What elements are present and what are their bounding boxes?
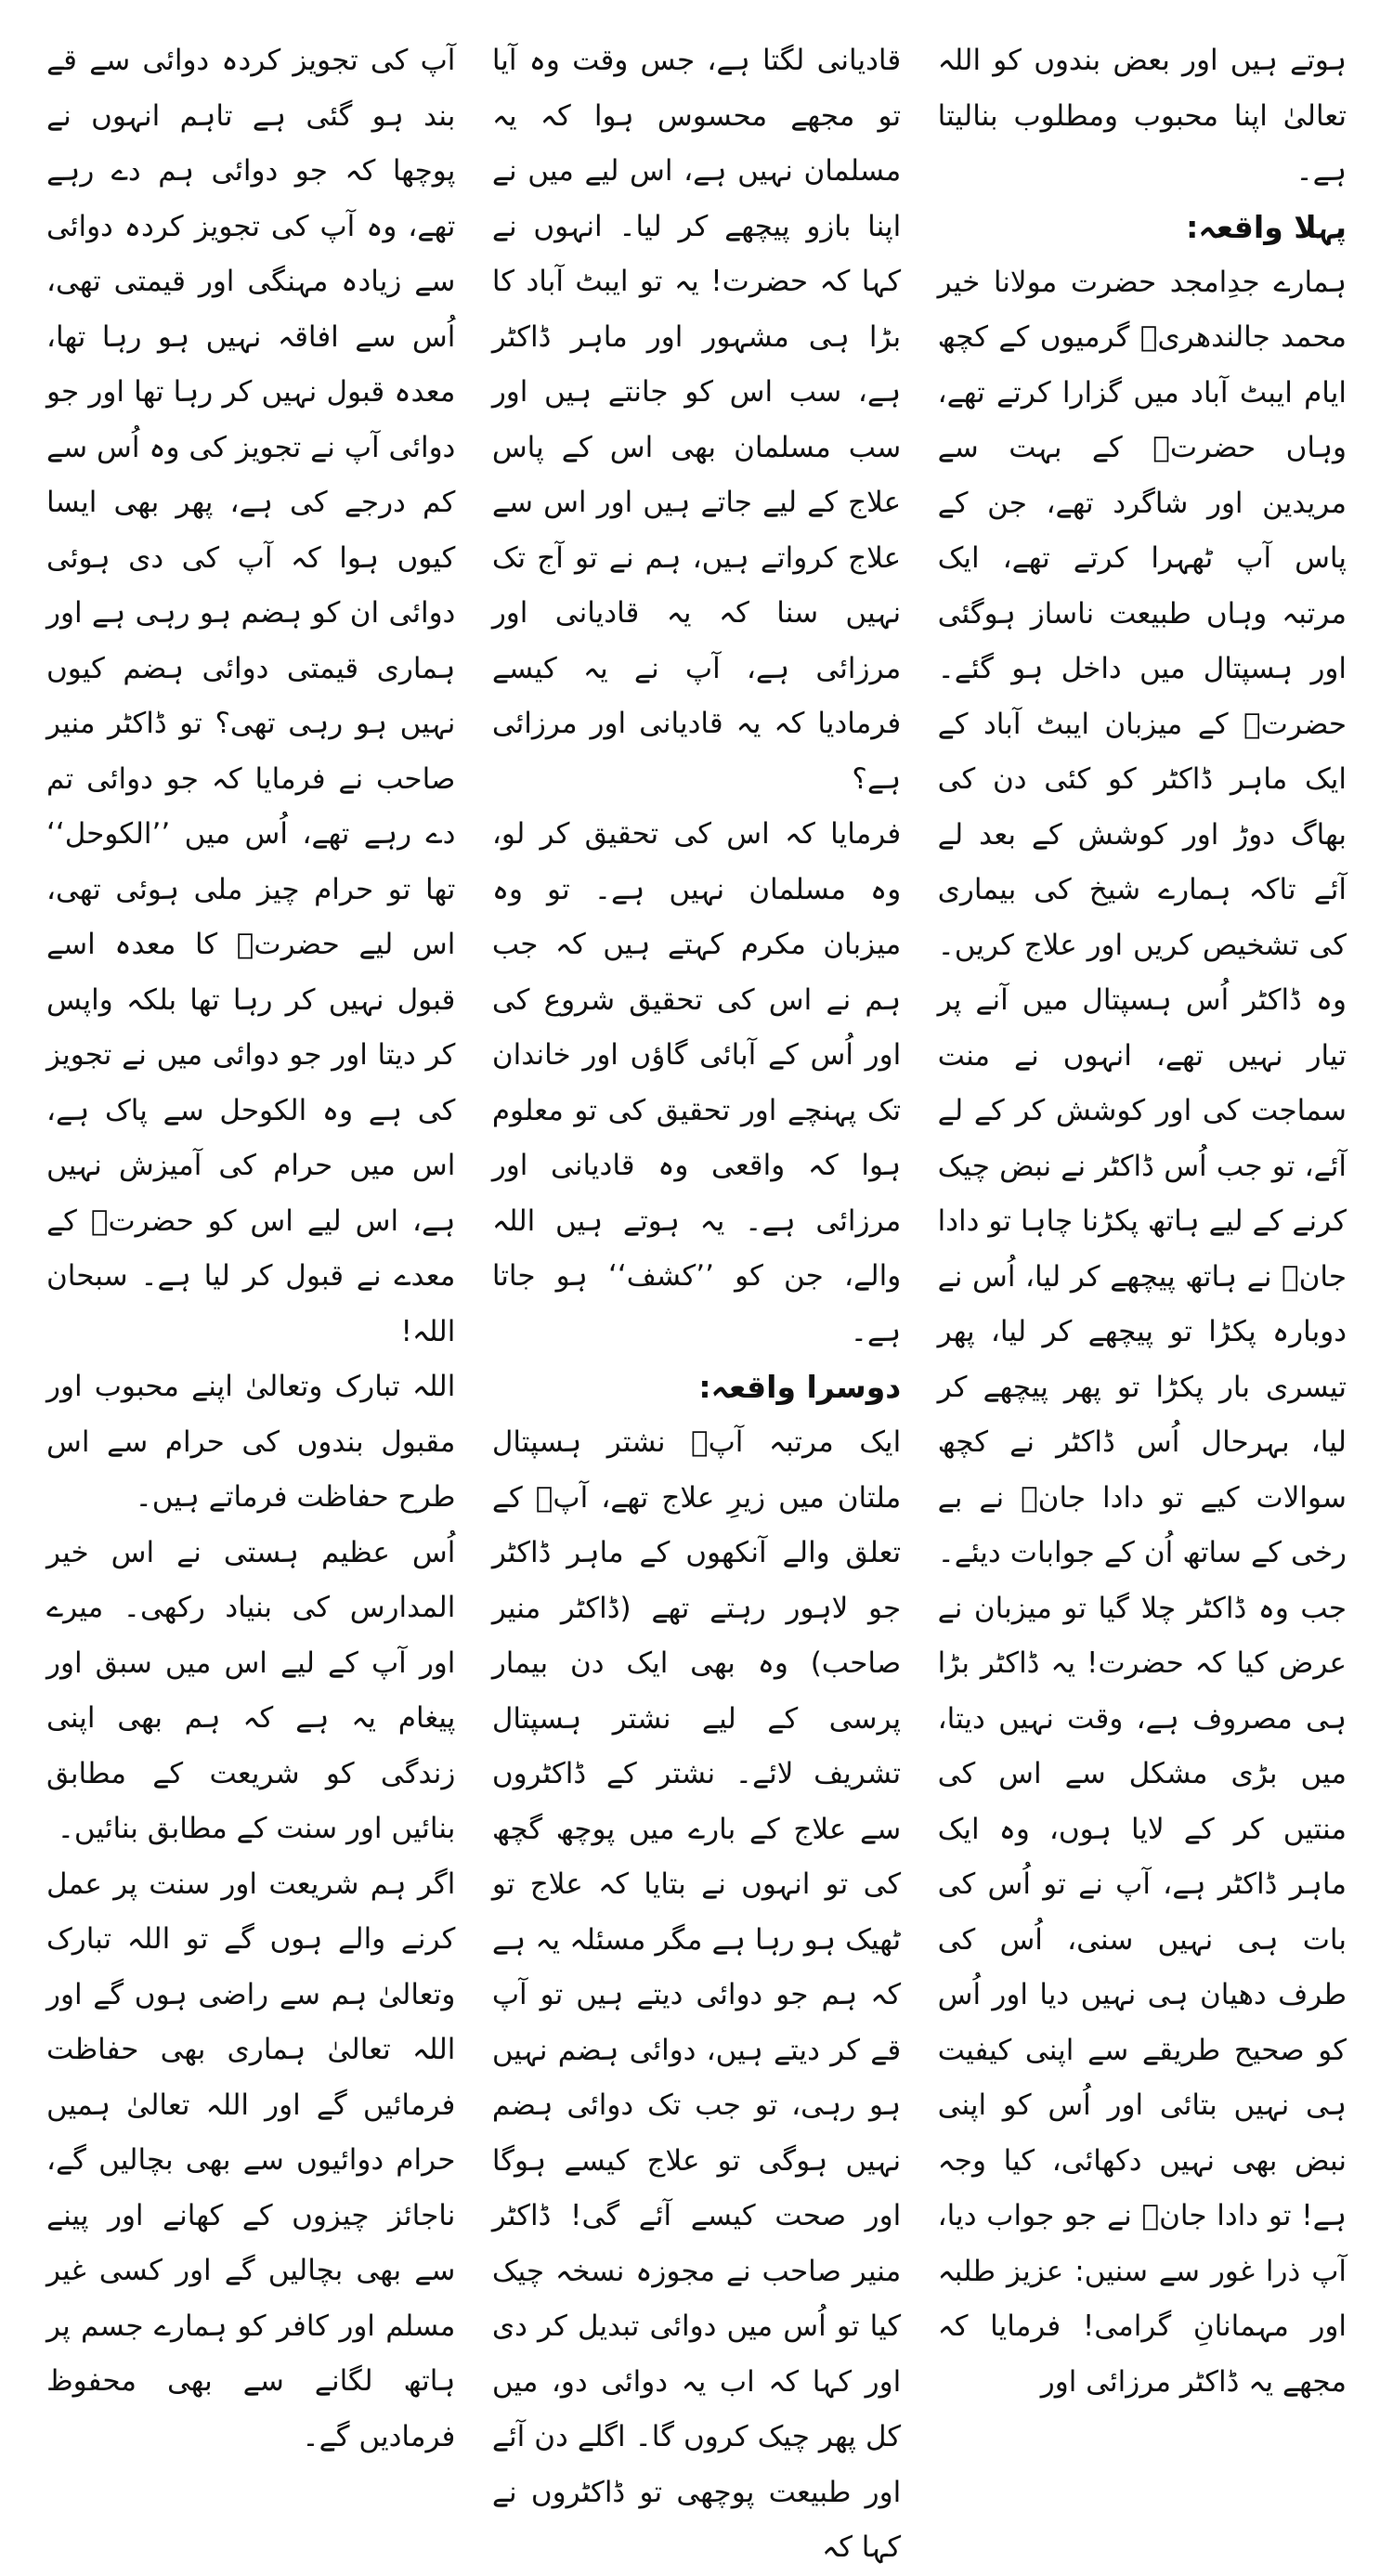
text-column-left [37, 33, 464, 2453]
paragraph: اُس عظیم ہستی نے اس خیر المدارس کی بنیاد رکھی۔ میرے اور آپ کے لیے اس میں سبق اور پیغام یہ ہے کہ ہم بھی اپنی زندگی کو شریعت کے مطابق بنائیں اور سنت کے مطابق بنائیں۔ [46, 1535, 456, 1845]
text-column-right [929, 33, 1356, 2399]
paragraph: قادیانی لگتا ہے، جس وقت وہ آیا تو مجھے محسوس ہوا کہ یہ مسلمان نہیں ہے، اس لیے میں نے اپنا بازو پیچھے کر لیا۔ انہوں نے کہا کہ حضرت! یہ تو ایبٹ آباد کا بڑا ہی مشہور اور ماہر ڈاکٹر ہے، سب اس کو جانتے ہیں اور سب مسلمان بھی اس کے پاس علاج کے لیے جاتے ہیں اور اس سے علاج کرواتے ہیں، ہم نے تو آج تک نہیں سنا کہ یہ قادیانی اور مرزائی ہے، آپ نے یہ کیسے فرمادیا کہ یہ قادیانی اور مرزائی ہے؟ [491, 44, 902, 796]
column-gutter [464, 33, 482, 2015]
paragraph: ہوتے ہیں اور بعض بندوں کو اللہ تعالیٰ اپنا محبوب ومطلوب بنالیتا ہے۔ [937, 44, 1347, 188]
section-heading: دوسرا واقعہ: [698, 1369, 902, 1405]
paragraph: ایک مرتبہ آپؒ نشتر ہسپتال ملتان میں زیرِ علاج تھے، آپؒ کے تعلق والے آنکھوں کے ماہر ڈاکٹر جو لاہور رہتے تھے (ڈاکٹر منیر صاحب) وہ بھی ایک دن بیمار پرسی کے لیے نشتر ہسپتال تشریف لائے۔ نشتر کے ڈاکٹروں سے علاج کے بارے میں پوچھ گچھ کی تو انہوں نے بتایا کہ علاج تو ٹھیک ہو رہا ہے مگر مسئلہ یہ ہے کہ ہم جو دوائی دیتے ہیں تو آپ قے کر دیتے ہیں، دوائی ہضم نہیں ہو رہی، تو جب تک دوائی ہضم نہیں ہوگی تو علاج کیسے ہوگا اور صحت کیسے آئے گی! ڈاکٹر منیر صاحب نے مجوزہ نسخہ چیک کیا تو اُس میں دوائی تبدیل کر دی اور کہا کہ اب یہ دوائی دو، میں کل پھر چیک کروں گا۔ اگلے دن آئے اور طبیعت پوچھی تو ڈاکٹروں نے کہا کہ [491, 1425, 902, 2564]
paragraph: آپ کی تجویز کردہ دوائی سے قے بند ہو گئی ہے تاہم انہوں نے پوچھا کہ جو دوائی ہم دے رہے تھے، وہ آپ کی تجویز کردہ دوائی سے زیادہ مہنگی اور قیمتی تھی، اُس سے افاقہ نہیں ہو رہا تھا، معدہ قبول نہیں کر رہا تھا اور جو دوائی آپ نے تجویز کی وہ اُس سے کم درجے کی ہے، پھر بھی ایسا کیوں ہوا کہ آپ کی دی ہوئی دوائی ان کو ہضم ہو رہی ہے اور ہماری قیمتی دوائی ہضم کیوں نہیں ہو رہی تھی؟ تو ڈاکٹر منیر صاحب نے فرمایا کہ جو دوائی تم دے رہے تھے، اُس میں ’’الکوحل‘‘ تھا تو حرام چیز ملی ہوئی تھی، اس لیے حضرتؒ کا معدہ اسے قبول نہیں کر رہا تھا بلکہ واپس کر دیتا اور جو دوائی میں نے تجویز کی ہے وہ الکوحل سے پاک ہے، اس میں حرام کی آمیزش نہیں ہے، اس لیے اس کو حضرتؒ کے معدے نے قبول کر لیا ہے۔ سبحان اللہ! [46, 44, 456, 1348]
paragraph: ہمارے جدِامجد حضرت مولانا خیر محمد جالندھریؒ گرمیوں کے کچھ ایام ایبٹ آباد میں گزارا کرتے تھے، وہاں حضرتؒ کے بہت سے مریدین اور شاگرد تھے، جن کے پاس آپ ٹھہرا کرتے تھے، ایک مرتبہ وہاں طبیعت ناساز ہوگئی اور ہسپتال میں داخل ہو گئے۔ حضرتؒ کے میزبان ایبٹ آباد کے ایک ماہر ڈاکٹر کو کئی دن کی بھاگ دوڑ اور کوشش کے بعد لے آئے تاکہ ہمارے شیخ کی بیماری کی تشخیص کریں اور علاج کریں۔ وہ ڈاکٹر اُس ہسپتال میں آنے پر تیار نہیں تھے، انہوں نے منت سماجت کی اور کوشش کر کے لے آئے، تو جب اُس ڈاکٹر نے نبض چیک کرنے کے لیے ہاتھ پکڑنا چاہا تو دادا جانؒ نے ہاتھ پیچھے کر لیا، اُس نے دوبارہ پکڑا تو پیچھے کر لیا، پھر تیسری بار پکڑا تو پھر پیچھے کر لیا، بہرحال اُس ڈاکٹر نے کچھ سوالات کیے تو دادا جانؒ نے بے رخی کے ساتھ اُن کے جوابات دیئے۔ جب وہ ڈاکٹر چلا گیا تو میزبان نے عرض کیا کہ حضرت! یہ ڈاکٹر بڑا ہی مصروف ہے، وقت نہیں دیتا، میں بڑی مشکل سے اس کی منتیں کر کے لایا ہوں، وہ ایک ماہر ڈاکٹر ہے، آپ نے تو اُس کی بات ہی نہیں سنی، اُس کی طرف دھیان ہی نہیں دیا اور اُس کو صحیح طریقے سے اپنی کیفیت ہی نہیں بتائی اور اُس کو اپنی نبض بھی نہیں دکھائی، کیا وجہ ہے! تو دادا جانؒ نے جو جواب دیا، آپ ذرا غور سے سنیں: عزیز طلبہ اور مہمانانِ گرامی! فرمایا کہ مجھے یہ ڈاکٹر مرزائی اور [937, 265, 1347, 2399]
paragraph: اگر ہم شریعت اور سنت پر عمل کرنے والے ہوں گے تو اللہ تبارک وتعالیٰ ہم سے راضی ہوں گے اور اللہ تعالیٰ ہماری بھی حفاظت فرمائیں گے اور اللہ تعالیٰ ہمیں حرام دوائیوں سے بھی بچالیں گے، ناجائز چیزوں کے کھانے اور پینے سے بھی بچالیں گے اور کسی غیر مسلم اور کافر کو ہمارے جسم پر ہاتھ لگانے سے بھی محفوظ فرمادیں گے۔ [46, 1867, 456, 2453]
paragraph: فرمایا کہ اس کی تحقیق کر لو، وہ مسلمان نہیں ہے۔ تو وہ میزبان مکرم کہتے ہیں کہ جب ہم نے اس کی تحقیق شروع کی اور اُس کے آبائی گاؤں اور خاندان تک پہنچے اور تحقیق کی تو معلوم ہوا کہ واقعی وہ قادیانی اور مرزائی ہے۔ یہ ہوتے ہیں اللہ والے، جن کو ’’کشف‘‘ ہو جاتا ہے۔ [491, 817, 902, 1348]
text-column-middle [483, 33, 910, 2564]
column-gutter [910, 33, 928, 2015]
paragraph: اللہ تبارک وتعالیٰ اپنے محبوب اور مقبول بندوں کی حرام سے اس طرح حفاظت فرماتے ہیں۔ [46, 1370, 456, 1514]
section-heading: پہلا واقعہ: [1186, 208, 1347, 245]
